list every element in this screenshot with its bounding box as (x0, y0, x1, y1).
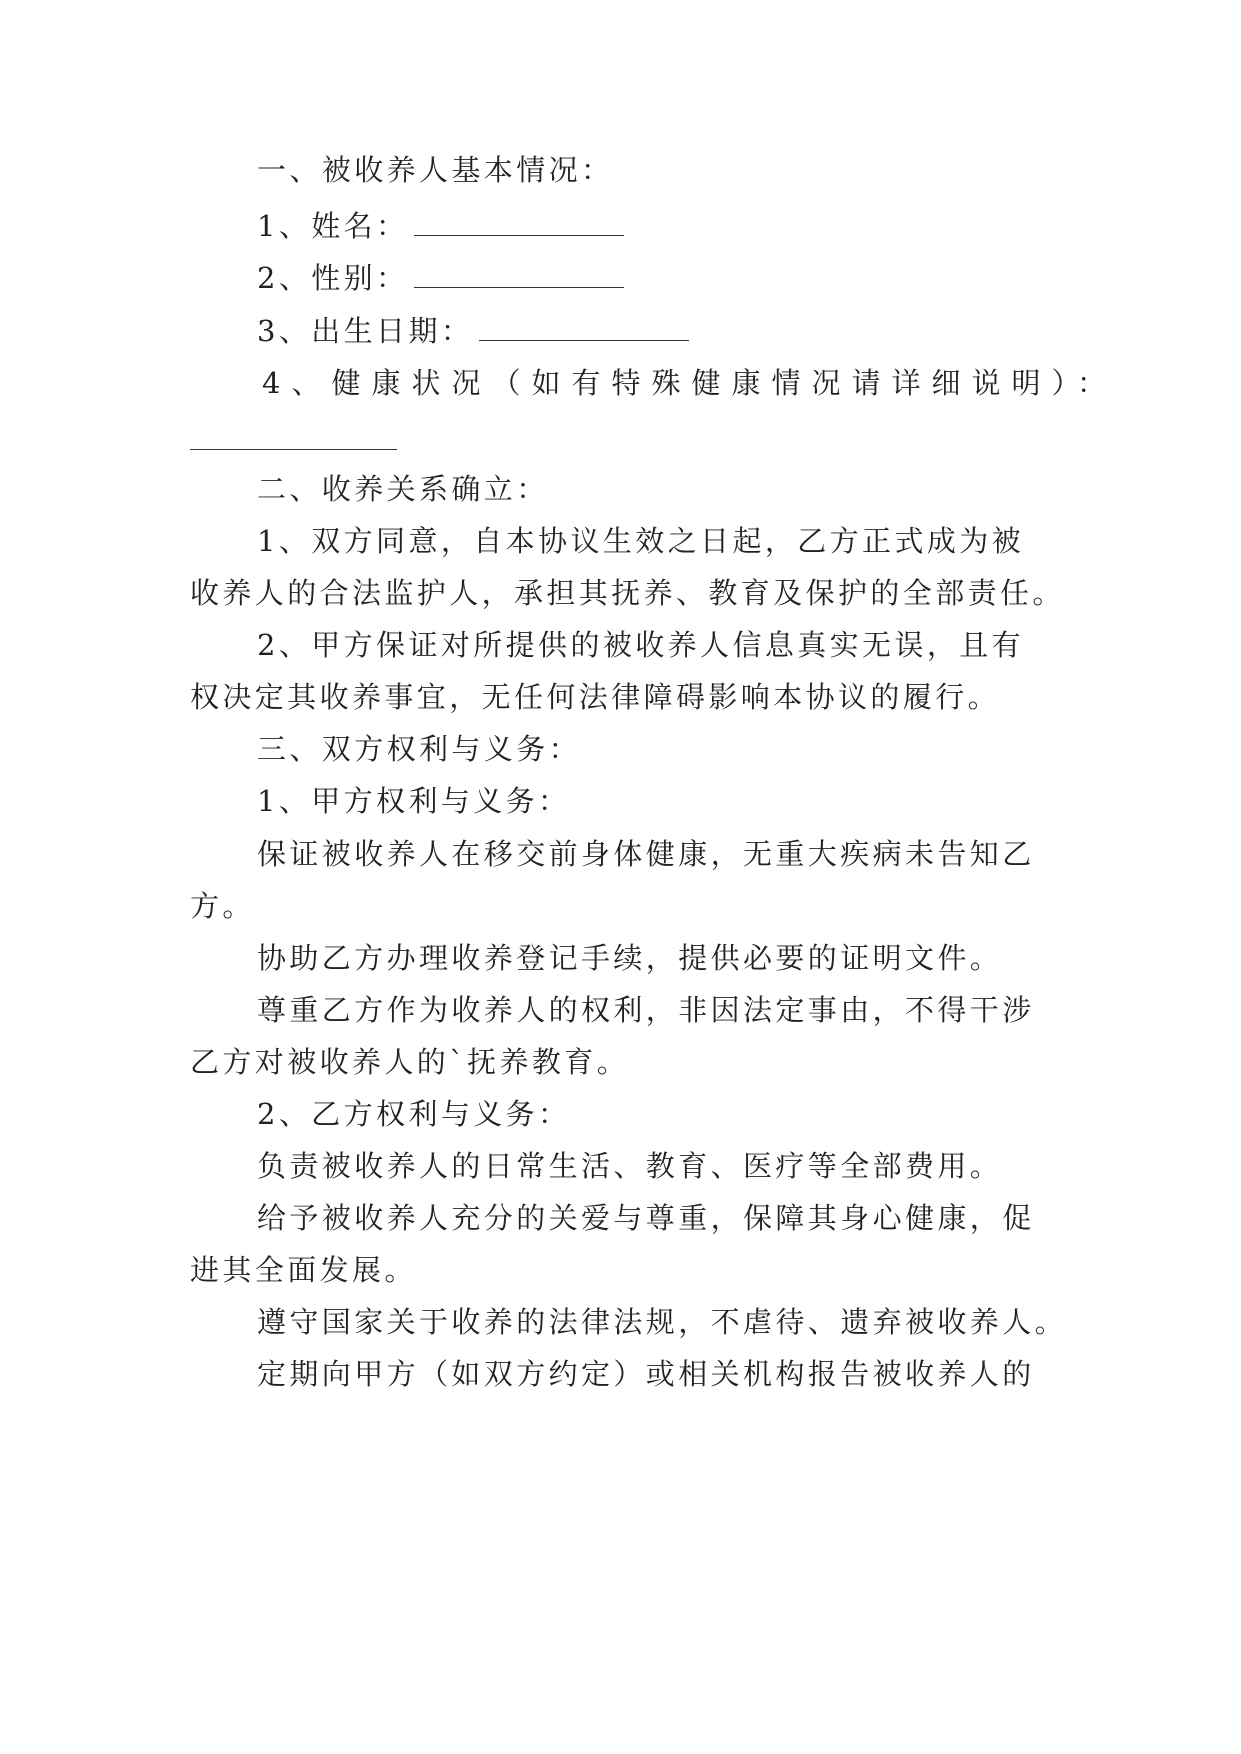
partyB-item3: 遵守国家关于收养的法律法规，不虐待、遗弃被收养人。 (257, 1305, 1068, 1339)
partyB-item4-line1: 定期向甲方（如双方约定）或相关机构报告被收养人的 (257, 1357, 1035, 1391)
gender-blank-line[interactable] (414, 267, 624, 288)
section2-heading: 二、收养关系确立： (257, 472, 549, 506)
partyB-heading: 2、乙方权利与义务： (257, 1097, 571, 1131)
birth-field-row (257, 311, 689, 351)
partyA-item1-line1: 保证被收养人在移交前身体健康，无重大疾病未告知乙 (257, 837, 1035, 871)
health-blank-line[interactable] (190, 429, 397, 450)
section2-paragraph1-line2: 收养人的合法监护人，承担其抚养、教育及保护的全部责任。 (190, 576, 1065, 610)
section2-paragraph2-line2: 权决定其收养事宜，无任何法律障碍影响本协议的履行。 (190, 680, 1001, 714)
birth-date-blank-line[interactable] (479, 320, 689, 341)
section3-heading: 三、双方权利与义务： (257, 732, 582, 766)
partyA-item2: 协助乙方办理收养登记手续，提供必要的证明文件。 (257, 941, 1003, 975)
health-label: 4、健康状况（如有特殊健康情况请详细说明）： (262, 366, 1117, 400)
name-label: 1、姓名： (257, 209, 409, 243)
section2-paragraph2-line1: 2、甲方保证对所提供的被收养人信息真实无误，且有 (257, 628, 1025, 662)
partyA-heading: 1、甲方权利与义务： (257, 784, 571, 818)
gender-label: 2、性别： (257, 261, 409, 295)
name-field-row (257, 206, 624, 246)
section2-paragraph1-line1: 1、双方同意，自本协议生效之日起，乙方正式成为被 (257, 524, 1025, 558)
partyA-item3-line1: 尊重乙方作为收养人的权利，非因法定事由，不得干涉 (257, 993, 1035, 1027)
birth-date-label: 3、出生日期： (257, 314, 474, 348)
partyB-item2-line1: 给予被收养人充分的关爱与尊重，保障其身心健康，促 (257, 1201, 1035, 1235)
gender-field-row (257, 258, 624, 298)
partyB-item2-line2: 进其全面发展。 (190, 1253, 417, 1287)
health-field-row (190, 420, 397, 460)
name-blank-line[interactable] (414, 215, 624, 236)
partyA-item1-line2: 方。 (190, 889, 255, 923)
partyA-item3-line2: 乙方对被收养人的`抚养教育。 (190, 1045, 630, 1079)
section1-heading: 一、被收养人基本情况： (257, 153, 614, 187)
partyB-item1: 负责被收养人的日常生活、教育、医疗等全部费用。 (257, 1149, 1003, 1183)
